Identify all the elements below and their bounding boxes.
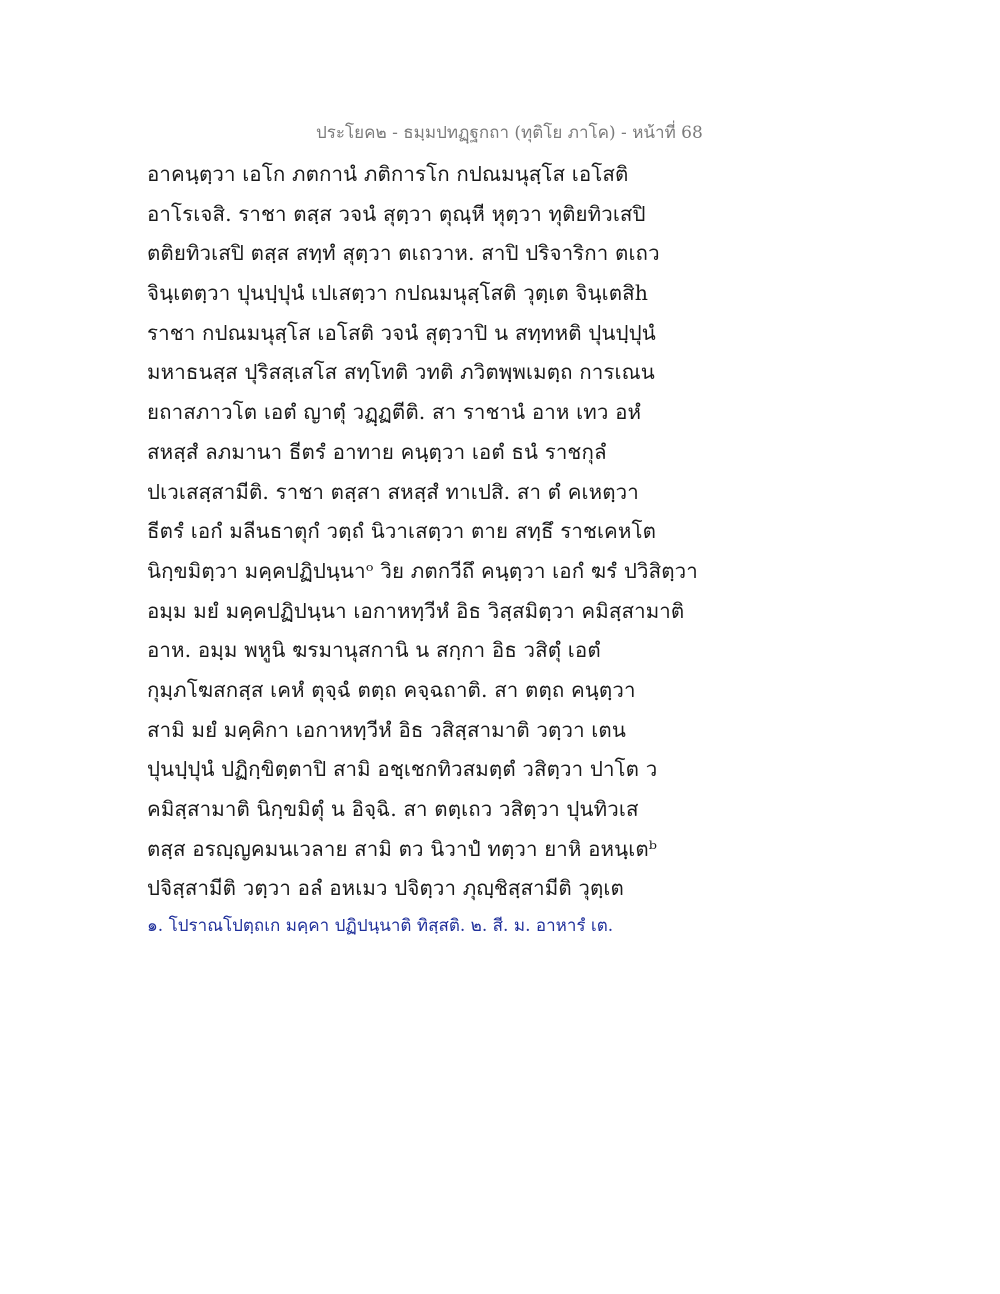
text-line: นิกฺขมิตฺวา มคฺคปฏิปนฺนาᵒ วิย ภตกวีถึ คนฺตฺวา เอกํ ฆรํ ปวิสิตฺวา [147,558,698,583]
text-line: กุมฺภโฆสกสฺส เคหํ ตุจฺฉํ ตตฺถ คจฺฉถาติ. สา ตตฺถ คนฺตฺวา [147,677,636,702]
text-line: มหาธนสฺส ปุริสสฺเสโส สทฺโทติ วทติ ภวิตพฺพเมตฺถ การเณน [147,360,655,385]
text-line: คมิสฺสามาติ นิกฺขมิตุํ น อิจฺฉิ. สา ตตฺเถว วสิตฺวา ปุนทิวเส [147,797,639,821]
footnote: ๑. โปราณโปตฺถเก มคฺคา ปฏิปนฺนาติ ทิสฺสติ. ๒. สี. ม. อาหารํ เต. [147,916,614,936]
text-line: สามิ มยํ มคฺคิกา เอกาหทฺวีหํ อิธ วสิสฺสามาติ วตฺวา เตน [147,717,626,742]
text-line: ปุนปฺปุนํ ปฏิกฺขิตฺตาปิ สามิ อชฺเชกทิวสมตฺตํ วสิตฺวา ปาโต ว [147,757,658,782]
text-line: อาโรเจสิ. ราชา ตสฺส วจนํ สุตฺวา ตุณฺหี หุตฺวา ทุติยทิวเสปิ [147,201,646,226]
text-line: ตสฺส อรญฺญคมนเวลาย สามิ ตว นิวาปํ ทตฺวา ยาหิ อหนฺเตᵇ [147,836,658,861]
text-line: จินฺเตตฺวา ปุนปฺปุนํ เปเสตฺวา กปณมนุสฺโสติ วุตฺเต จินฺเตสิh [147,281,649,306]
text-line: อาห. อมฺม พหูนิ ฆรมานุสกานิ น สกฺกา อิธ วสิตุํ เอตํ [147,638,601,663]
text-line: ปจิสฺสามีติ วตฺวา อลํ อหเมว ปจิตฺวา ภุญฺชิสฺสามีติ วุตฺเต [147,876,624,901]
text-line: ราชา กปณมนุสฺโส เอโสติ วจนํ สุตฺวาปิ น สทฺทหติ ปุนปฺปุนํ [147,320,656,345]
text-line: อาคนฺตฺวา เอโก ภตกานํ ภติการโก กปณมนุสฺโส เอโสติ [147,162,629,186]
text-line: ธีตรํ เอกํ มลีนธาตุกํ วตฺถํ นิวาเสตฺวา ตาย สทฺธึ ราชเคหโต [147,519,657,544]
text-line: ยถาสภาวโต เอตํ ญาตุํ วฏฺฏตีติ. สา ราชานํ อาห เทว อหํ [147,400,642,425]
text-line: ตติยทิวเสปิ ตสฺส สทฺทํ สุตฺวา ตเถวาห. สาปิ ปริจาริกา ตเถว [147,241,660,266]
text-line: อมฺม มยํ มคฺคปฏิปนฺนา เอกาหทฺวีหํ อิธ วิสฺสมิตฺวา คมิสฺสามาติ [147,598,685,623]
body-text [147,155,698,909]
text-line: สหสฺสํ ลภมานา ธีตรํ อาทาย คนฺตฺวา เอตํ ธนํ ราชกุลํ [147,439,607,464]
running-header: ประโยค๒ - ธมฺมปทฏฺฐกถา (ทุติโย ภาโค) - หน้าที่ 68 [316,123,703,143]
text-line: ปเวเสสฺสามีติ. ราชา ตสฺสา สหสฺสํ ทาเปสิ. สา ตํ คเหตฺวา [147,479,639,504]
